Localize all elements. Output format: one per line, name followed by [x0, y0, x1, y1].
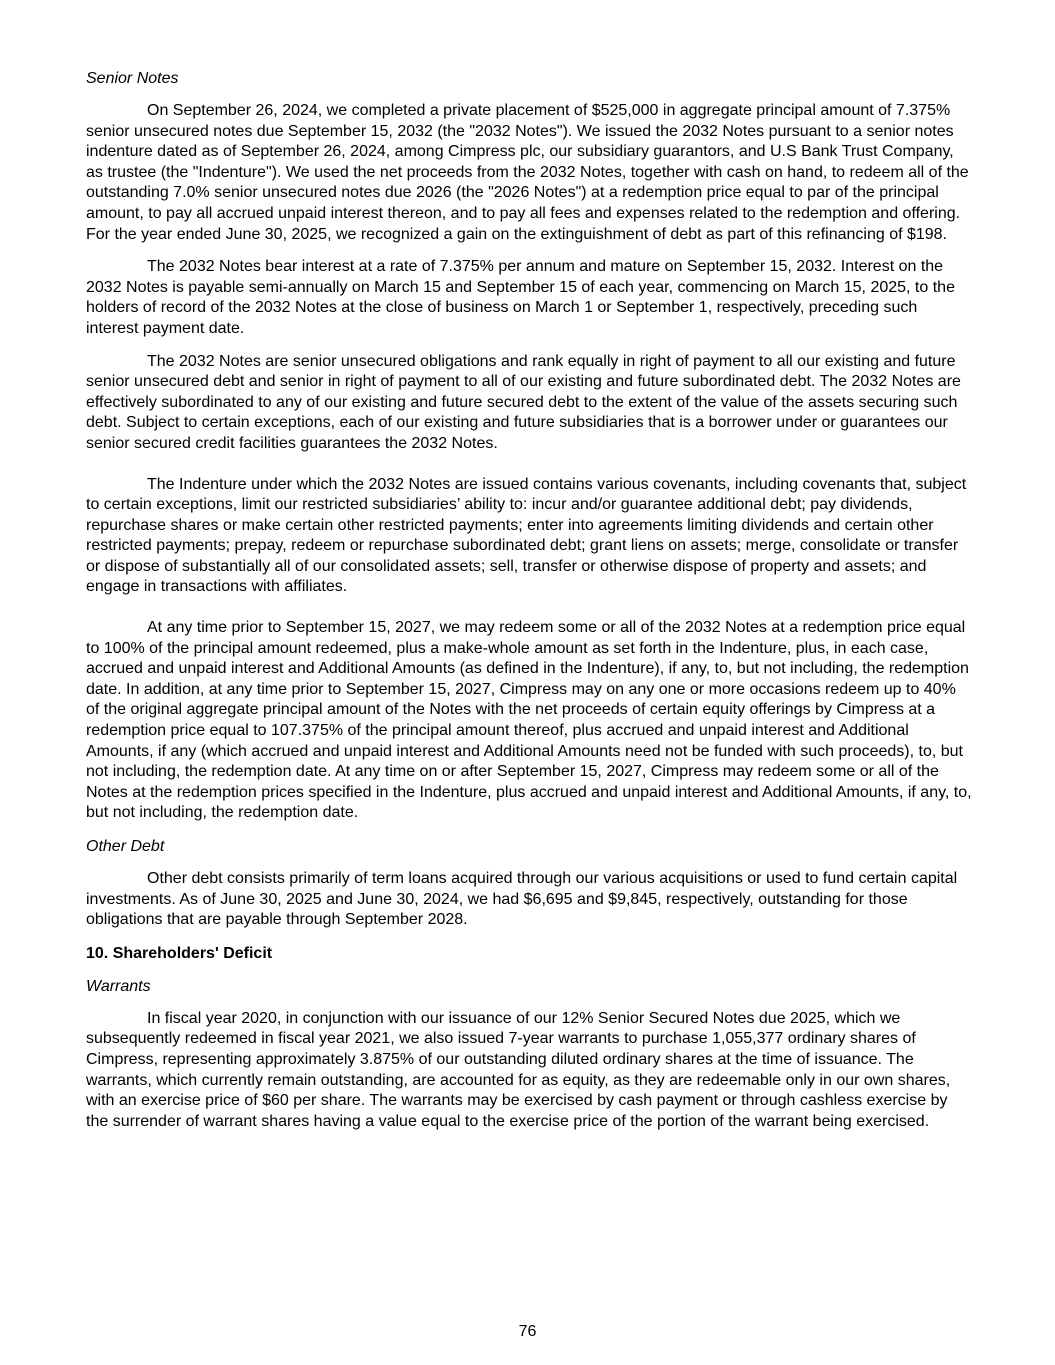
- warrants-paragraph-1: In fiscal year 2020, in conjunction with our issuance of our 12% Senior Secured Notes due 2025, which we subsequently redeemed in fiscal year 2021, we also issued 7-year warrants to purchase 1,055,377 ordinary shares of Cimpress, representing approximately 3.875% of our outstanding diluted ordinary shares at the time of issuance. The warrants, which currently remain outstanding, are accounted for as equity, as they are redeemable only in our own shares, with an exercise price of $60 per share. The warrants may be exercised by cash payment or through cashless exercise by the surrender of warrant shares having a value equal to the exercise price of the portion of the warrant being exercised.: [86, 1009, 951, 1130]
- senior-notes-heading: Senior Notes: [86, 70, 179, 87]
- shareholders-deficit-heading: 10. Shareholders' Deficit: [86, 944, 273, 962]
- senior-notes-paragraph-4: The Indenture under which the 2032 Notes are issued contains various covenants, including covenants that, subject to certain exceptions, limit our restricted subsidiaries’ ability to: incur and/or guarantee additional debt; pay dividends, repurchase shares or make certain other restricted payments; enter into agreements limiting dividends and certain other restricted payments; prepay, redeem or repurchase subordinated debt; grant liens on assets; merge, consolidate or transfer or dispose of substantially all of our consolidated assets; sell, transfer or otherwise dispose of property and assets; and engage in transactions with affiliates.: [86, 475, 967, 596]
- warrants-heading: Warrants: [86, 977, 151, 995]
- other-debt-paragraph-1: Other debt consists primarily of term loans acquired through our various acquisitions or used to fund certain capital investments. As of June 30, 2025 and June 30, 2024, we had $6,695 and $9,845, respectively, outstanding for those obligations that are payable through September 2028.: [86, 870, 958, 929]
- senior-notes-paragraph-5: At any time prior to September 15, 2027, we may redeem some or all of the 2032 Notes at a redemption price equal to 100% of the principal amount redeemed, plus a make-whole amount as set forth in the Indenture, plus, in each case, accrued and unpaid interest and Additional Amounts (as defined in the Indenture), if any, to, but not including, the redemption date. In addition, at any time prior to September 15, 2027, Cimpress may on any one or more occasions redeem up to 40% of the original aggregate principal amount of the Notes with the net proceeds of certain equity offerings by Cimpress at a redemption price equal to 107.375% of the principal amount thereof, plus accrued and unpaid interest and Additional Amounts, if any (which accrued and unpaid interest and Additional Amounts need not be funded with such proceeds), to, but not including, the redemption date. At any time on or after September 15, 2027, Cimpress may redeem some or all of the Notes at the redemption prices specified in the Indenture, plus accrued and unpaid interest and Additional Amounts, if any, to, but not including, the redemption date.: [86, 619, 972, 822]
- senior-notes-paragraph-3: The 2032 Notes are senior unsecured obligations and rank equally in right of payment to all our existing and future senior unsecured debt and senior in right of payment to all of our existing and future subordinated debt. The 2032 Notes are effectively subordinated to any of our existing and future secured debt to the extent of the value of the assets securing such debt. Subject to certain exceptions, each of our existing and future subsidiaries that is a borrower under or guarantees our senior secured credit facilities guarantees the 2032 Notes.: [86, 352, 961, 452]
- document-page: [86, 68, 972, 1144]
- other-debt-heading: Other Debt: [86, 838, 165, 855]
- senior-notes-paragraph-2: The 2032 Notes bear interest at a rate of 7.375% per annum and mature on September 15, 2032. Interest on the 2032 Notes is payable semi-annually on March 15 and September 15 of each year, commencing on March 15, 2025, to the holders of record of the 2032 Notes at the close of business on March 1 or September 1, respectively, preceding such interest payment date.: [86, 258, 955, 337]
- page-number: 76: [518, 1323, 537, 1340]
- senior-notes-paragraph-1: On September 26, 2024, we completed a private placement of $525,000 in aggregate principal amount of 7.375% senior unsecured notes due September 15, 2032 (the "2032 Notes"). We issued the 2032 Notes pursuant to a senior notes indenture dated as of September 26, 2024, among Cimpress plc, our subsidiary guarantors, and U.S Bank Trust Company, as trustee (the "Indenture"). We used the net proceeds from the 2032 Notes, together with cash on hand, to redeem all of the outstanding 7.0% senior unsecured notes due 2026 (the "2026 Notes") at a redemption price equal to par of the principal amount, to pay all accrued unpaid interest thereon, and to pay all fees and expenses related to the redemption and offering. For the year ended June 30, 2025, we recognized a gain on the extinguishment of debt as part of this refinancing of $198.: [86, 102, 969, 243]
